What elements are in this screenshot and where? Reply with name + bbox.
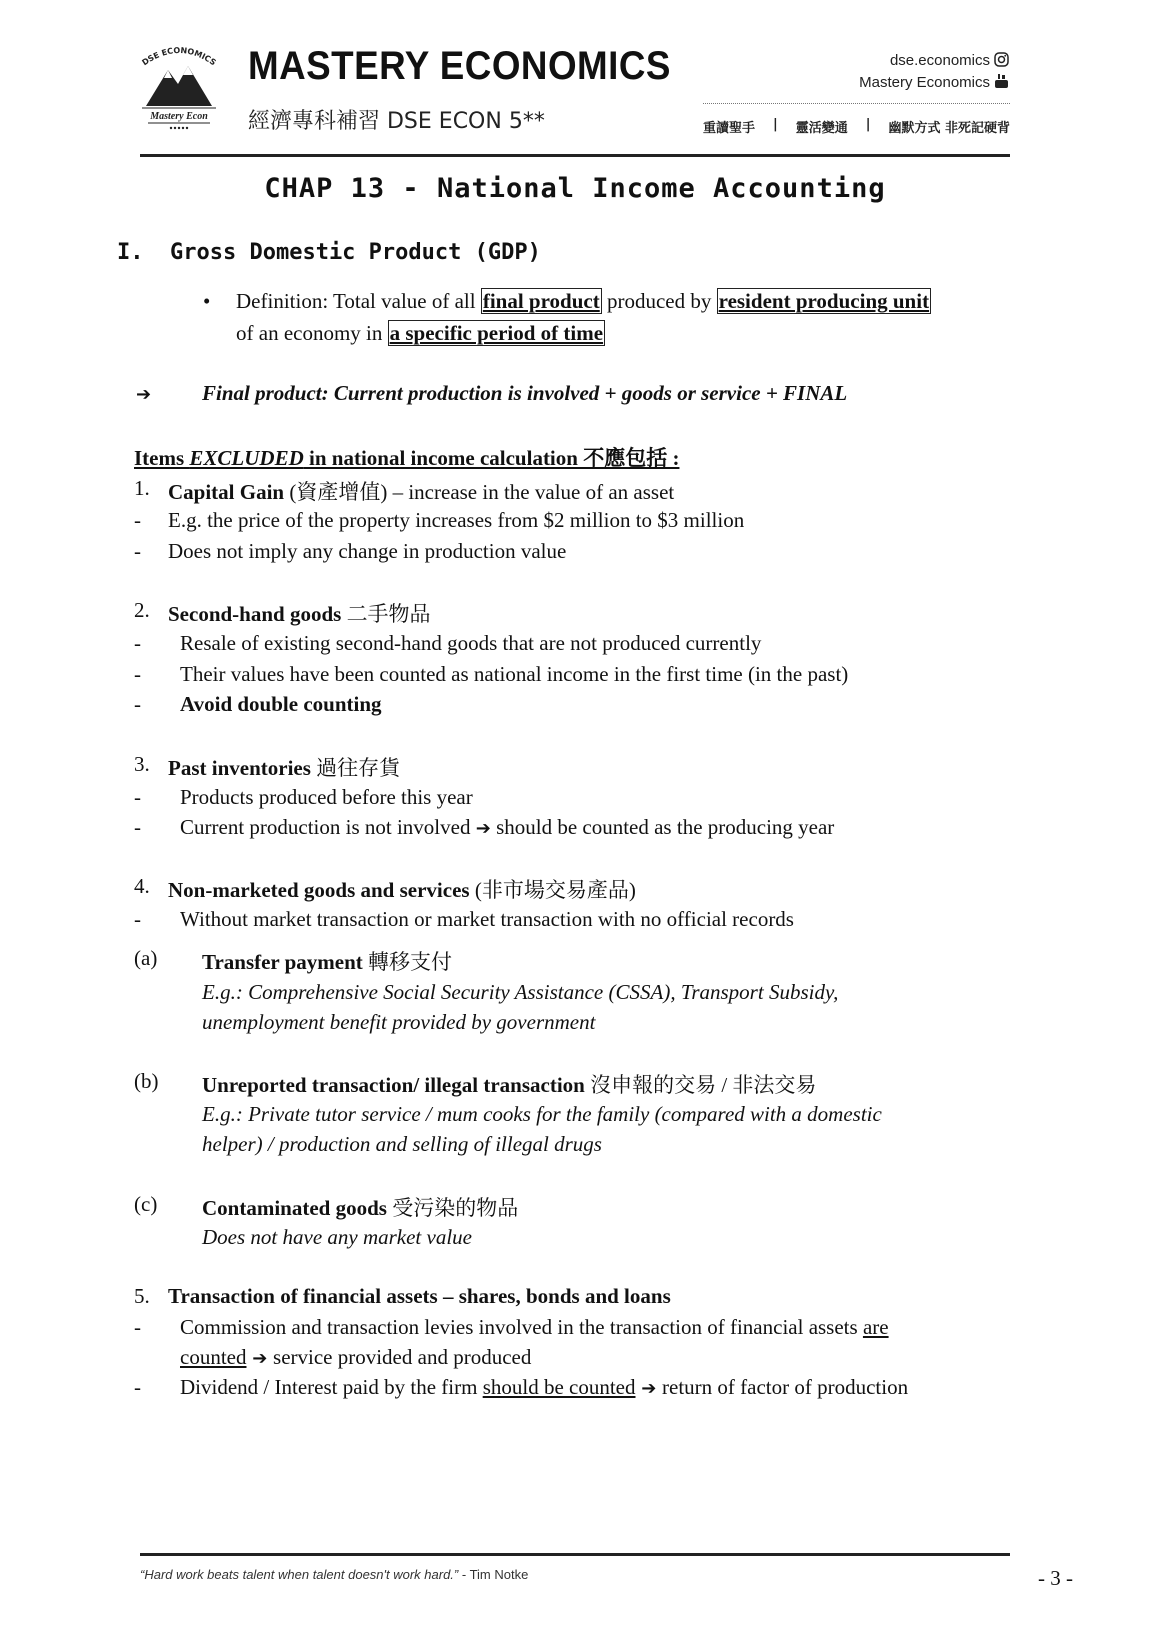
section-number: I. (117, 240, 144, 265)
item-number: 4. (134, 874, 150, 898)
list-item: Resale of existing second-hand goods that are not produced currently (180, 631, 762, 655)
list-item: Dividend / Interest paid by the firm should be counted ➔ return of factor of production (180, 1375, 909, 1399)
sub-unreported-transaction: Unreported transaction/ illegal transaction 沒申報的交易 / 非法交易 (202, 1073, 817, 1097)
footer-quote: “Hard work beats talent when talent doesn't work hard.” - Tim Notke (140, 1567, 529, 1582)
item-number: 5. (134, 1284, 150, 1308)
list-item: Products produced before this year (180, 785, 473, 809)
youtube-channel[interactable]: Mastery Economics (859, 74, 990, 91)
contact-info (859, 50, 990, 94)
instagram-handle[interactable]: dse.economics (889, 52, 990, 69)
list-item: Their values have been counted as national income in the first time (in the past) (180, 662, 849, 686)
specific-period-term: a specific period of time (389, 321, 604, 345)
example-line: unemployment benefit provided by government (202, 1010, 596, 1034)
definition-line-2: of an economy in a specific period of time (236, 321, 604, 345)
header-divider (140, 154, 1010, 157)
list-item: E.g. the price of the property increases from $2 million to $3 million (168, 508, 745, 532)
dash: - (134, 662, 141, 686)
list-item: Without market transaction or market transaction with no official records (180, 907, 794, 931)
dash: - (134, 815, 141, 839)
sub-label: (b) (134, 1069, 159, 1093)
section-title: Gross Domestic Product (GDP) (170, 240, 541, 265)
page-number: - 3 - (1038, 1566, 1073, 1590)
dash: - (134, 1315, 141, 1339)
brand-subtitle: 經濟專科補習 DSE ECON 5** (248, 109, 545, 134)
example-line: helper) / production and selling of illegal drugs (202, 1132, 602, 1156)
item-number: 2. (134, 598, 150, 622)
final-product-term: final product (482, 289, 600, 313)
dash: - (134, 1375, 141, 1399)
item-second-hand-goods: Second-hand goods 二手物品 (168, 602, 431, 626)
dash: - (134, 907, 141, 931)
example-line: E.g.: Private tutor service / mum cooks for the family (compared with a domestic (202, 1102, 882, 1126)
social-icons (994, 52, 1010, 95)
list-item: Avoid double counting (180, 692, 382, 716)
arrow-icon: ➔ (246, 1348, 274, 1369)
svg-text:Mastery Econ: Mastery Econ (150, 111, 208, 122)
chapter-title: CHAP 13 - National Income Accounting (264, 173, 886, 204)
list-item: Commission and transaction levies involved in the transaction of financial assets are (180, 1315, 889, 1339)
dash: - (134, 631, 141, 655)
definition-line-1: Definition: Total value of all final product produced by resident producing unit (236, 289, 930, 313)
list-item: Current production is not involved ➔ should be counted as the producing year (180, 815, 835, 839)
sub-transfer-payment: Transfer payment 轉移支付 (202, 950, 453, 974)
item-number: 3. (134, 752, 150, 776)
final-product-note: Final product: Current production is involved + goods or service + FINAL (202, 381, 848, 405)
item-number: 1. (134, 476, 150, 500)
youtube-icon[interactable] (994, 73, 1009, 89)
sub-label: (c) (134, 1192, 158, 1216)
example-line: Does not have any market value (202, 1225, 472, 1249)
dash: - (134, 508, 141, 532)
dash: - (134, 539, 141, 563)
item-financial-assets: Transaction of financial assets – shares, bonds and loans (168, 1284, 671, 1308)
list-item: Does not imply any change in production value (168, 539, 567, 563)
item-non-marketed: Non-marketed goods and services (非市場交易產品) (168, 878, 636, 902)
arrow-icon: ➔ (635, 1378, 663, 1399)
arrow-icon: ➔ (475, 818, 491, 839)
slogan: 重讀聖手 | 靈活變通 | 幽默方式 非死記硬背 (703, 117, 1010, 136)
sub-contaminated-goods: Contaminated goods 受污染的物品 (202, 1196, 519, 1220)
arrow-icon: ➔ (136, 384, 152, 405)
example-line: E.g.: Comprehensive Social Security Assistance (CSSA), Transport Subsidy, (202, 980, 839, 1004)
brand-title: MASTERY ECONOMICS (248, 44, 671, 88)
sub-label: (a) (134, 946, 158, 970)
footer-divider (140, 1553, 1010, 1556)
logo (138, 44, 220, 134)
instagram-icon[interactable] (994, 52, 1009, 67)
dash: - (134, 692, 141, 716)
svg-text:DSE ECONOMICS: DSE ECONOMICS (140, 45, 218, 68)
item-capital-gain: Capital Gain (資產增值) – increase in the value of an asset (168, 480, 675, 504)
excluded-heading: Items EXCLUDED in national income calculation 不應包括 : (134, 446, 680, 470)
definition-bullet: • (203, 289, 211, 313)
item-past-inventories: Past inventories 過往存貨 (168, 756, 401, 780)
list-item-continued: counted ➔ service provided and produced (180, 1345, 532, 1369)
header-dotted-divider (703, 103, 1010, 104)
dash: - (134, 785, 141, 809)
resident-producing-unit-term: resident producing unit (718, 289, 930, 313)
